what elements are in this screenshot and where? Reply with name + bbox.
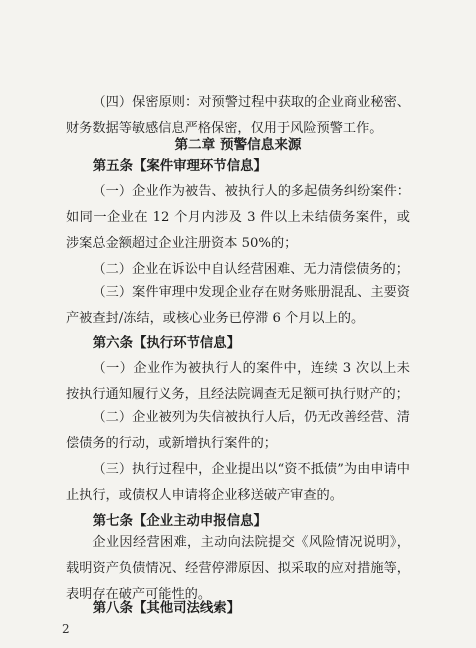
article-5-item-3: （三）案件审理中发现企业存在财务账册混乱、主要资产被查封/冻结，或核心业务已停滞 6 个月以上的。 [66,285,410,326]
article-7-heading: 第七条【企业主动申报信息】 [92,513,267,529]
article-5-item-1: （一）企业作为被告、被执行人的多起债务纠纷案件：如同一企业在 12 个月内涉及 3 件以上未结债务案件，或涉案总金额超过企业注册资本 50%的； [66,184,410,251]
article-5-heading: 第五条【案件审理环节信息】 [92,158,267,174]
confidentiality-principle-paragraph: （四）保密原则：对预警过程中获取的企业商业秘密、财务数据等敏感信息严格保密，仅用于风险预警工作。 [66,95,410,136]
article-8-heading: 第八条【其他司法线索】 [92,600,241,616]
chapter-title: 第二章 预警信息来源 [174,137,302,153]
article-6-item-1: （一）企业作为被执行人的案件中，连续 3 次以上未按执行通知履行义务，且经法院调查无足额可执行财产的； [66,361,410,402]
page-number: 2 [62,622,70,636]
article-6-item-3: （三）执行过程中，企业提出以“资不抵债”为由申请中止执行，或债权人申请将企业移送破产审查的。 [66,462,410,503]
article-6-item-2: （二）企业被列为失信被执行人后，仍无改善经营、清偿债务的行动，或新增执行案件的； [66,410,410,451]
article-7-body: 企业因经营困难，主动向法院提交《风险情况说明》，载明资产负债情况、经营停滞原因、拟采取的应对措施等，表明存在破产可能性的。 [66,535,410,602]
article-6-heading: 第六条【执行环节信息】 [92,335,241,351]
article-5-item-2: （二）企业在诉讼中自认经营困难、无力清偿债务的； [92,262,409,277]
